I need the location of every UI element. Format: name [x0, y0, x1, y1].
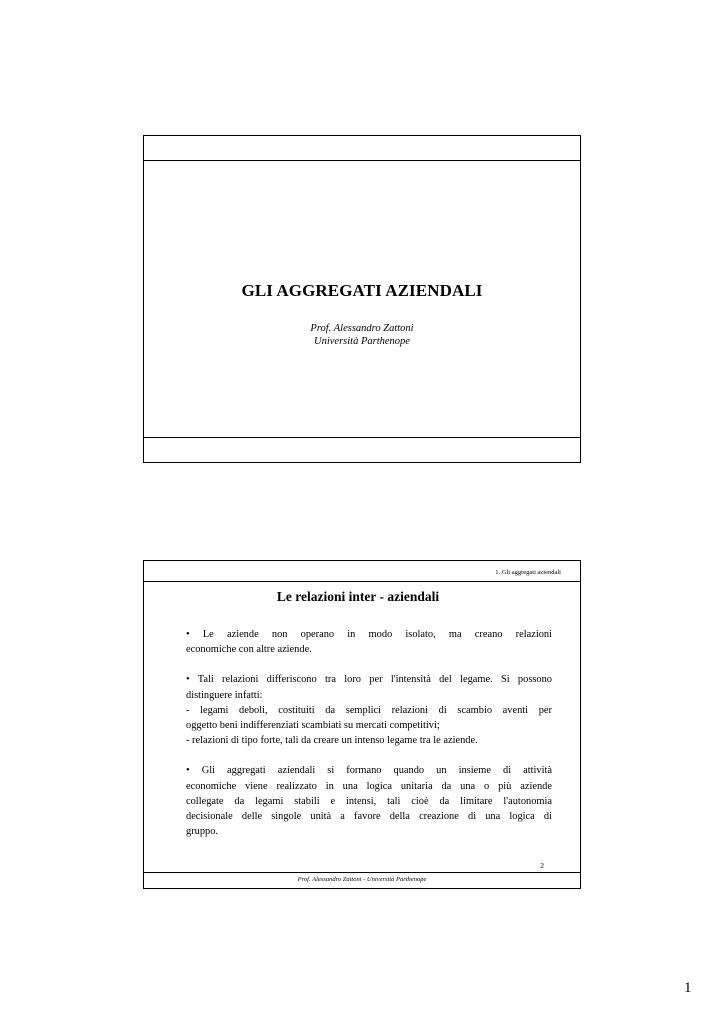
slide-2-body: [186, 627, 552, 854]
paragraph-1: [186, 627, 552, 657]
paragraph-line: • Tali relazioni differiscono tra loro per l'intensità del legame. Si possono: [186, 674, 552, 686]
slide-2-footer-rule: [144, 872, 580, 873]
slide-1-title: GLI AGGREGATI AZIENDALI: [241, 281, 483, 300]
slide-2-title: Le relazioni inter - aziendali: [276, 589, 440, 604]
paragraph-line: economiche viene realizzato in una logica unitaria da una o più aziende: [186, 780, 552, 792]
paragraph-line: • Gli aggregati aziendali si formano quando un insieme di attività: [186, 765, 552, 777]
slide-1-author: Prof. Alessandro Zattoni: [310, 323, 414, 334]
slide-2-section-header: 1. Gli aggregati aziendali: [495, 569, 561, 576]
slide-1-header-rule: [144, 160, 580, 161]
paragraph-line: - relazioni di tipo forte, tali da creare un intenso legame tra le aziende.: [186, 735, 478, 747]
paragraph-line: distinguere infatti:: [186, 689, 263, 701]
slide-2: [143, 560, 581, 889]
paragraph-line: economiche con altre aziende.: [186, 644, 312, 656]
slide-2-page-number: 2: [540, 861, 544, 870]
paragraph-line: decisionale delle singole unità a favore della creazione di una logica di: [186, 811, 552, 823]
slide-1: [143, 135, 581, 463]
paragraph-line: collegate da legami stabili e intensi, tali cioè da limitare l'autonomia: [186, 795, 552, 807]
paragraph-line: • Le aziende non operano in modo isolato, ma creano relazioni: [186, 629, 552, 640]
slide-1-footer-rule: [144, 437, 580, 438]
slide-1-university: Università Parthenope: [314, 336, 410, 347]
paragraph-line: oggetto beni indifferenziati scambiati su mercati competitivi;: [186, 720, 440, 732]
slide-2-footer: Prof. Alessandro Zattoni - Università Parthenope: [297, 876, 427, 883]
sheet-page-number: 1: [684, 980, 692, 996]
paragraph-2: [186, 672, 552, 748]
slide-2-header-rule: [144, 581, 580, 582]
paragraph-line: gruppo.: [186, 826, 219, 838]
paragraph-3: [186, 763, 552, 839]
paragraph-line: - legami deboli, costituiti da semplici relazioni di scambio aventi per: [186, 704, 552, 716]
